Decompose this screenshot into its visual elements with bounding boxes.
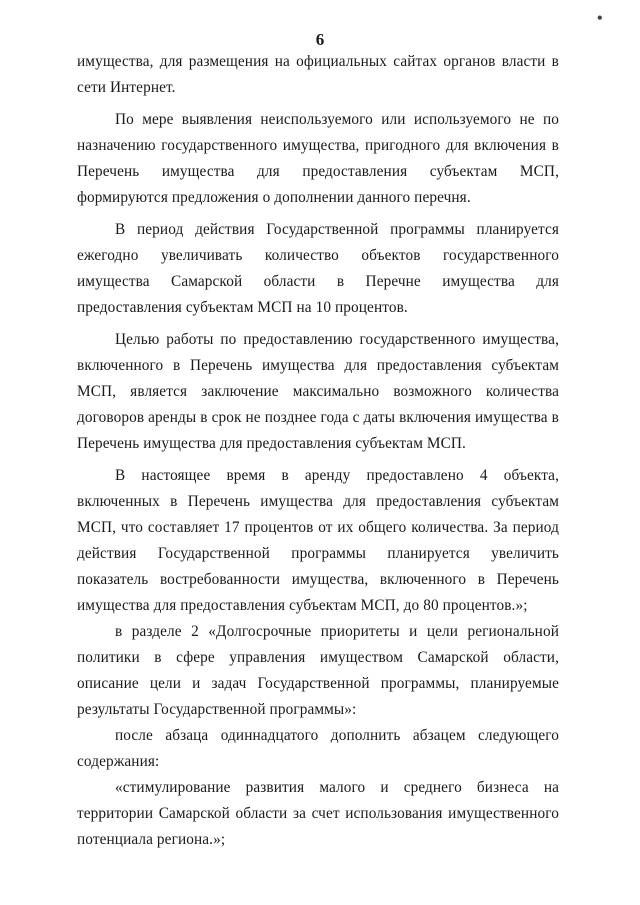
paragraph-unused-property: По мере выявления неиспользуемого или используемого не по назначению государственного имущества, пригодного для включения в Перечень имущества для предоставления субъектам МСП, формируются предложения о дополнении данного перечня. <box>77 111 559 206</box>
paragraph-current-lease: В настоящее время в аренду предоставлено 4 объекта, включенных в Перечень имущества для предоставления субъектам МСП, что составляет 17 процентов от их общего количества. За период действия Государственной программы планируется увеличить показатель востребованности имущества, включенного в Перечень имущества для предоставления субъектам МСП, до 80 процентов.»; <box>77 467 559 614</box>
paragraph-program-period: В период действия Государственной программы планируется ежегодно увеличивать количество объектов государственного имущества Самарской области в Перечне имущества для предоставления субъектам МСП на 10 процентов. <box>77 221 559 316</box>
page-number: 6 <box>315 30 325 49</box>
paragraph-continuation: имущества, для размещения на официальных сайтах органов власти в сети Интернет. <box>77 53 559 96</box>
document-body <box>77 49 559 853</box>
paragraph-stimulation-quote: «стимулирование развития малого и среднего бизнеса на территории Самарской области за счет использования имущественного потенциала региона.»; <box>77 779 559 848</box>
paragraph-after-eleventh: после абзаца одиннадцатого дополнить абзацем следующего содержания: <box>77 727 559 770</box>
paragraph-work-goal: Целью работы по предоставлению государственного имущества, включенного в Перечень имущества для предоставления субъектам МСП, является заключение максимально возможного количества договоров аренды в срок не позднее года с даты включения имущества в Перечень имущества для предоставления субъектам МСП. <box>77 331 559 452</box>
paragraph-section-2: в разделе 2 «Долгосрочные приоритеты и цели региональной политики в сфере управления имуществом Самарской области, описание цели и задач Государственной программы, планируемые результаты Государственной программы»: <box>77 623 559 718</box>
corner-mark: • <box>597 10 603 27</box>
